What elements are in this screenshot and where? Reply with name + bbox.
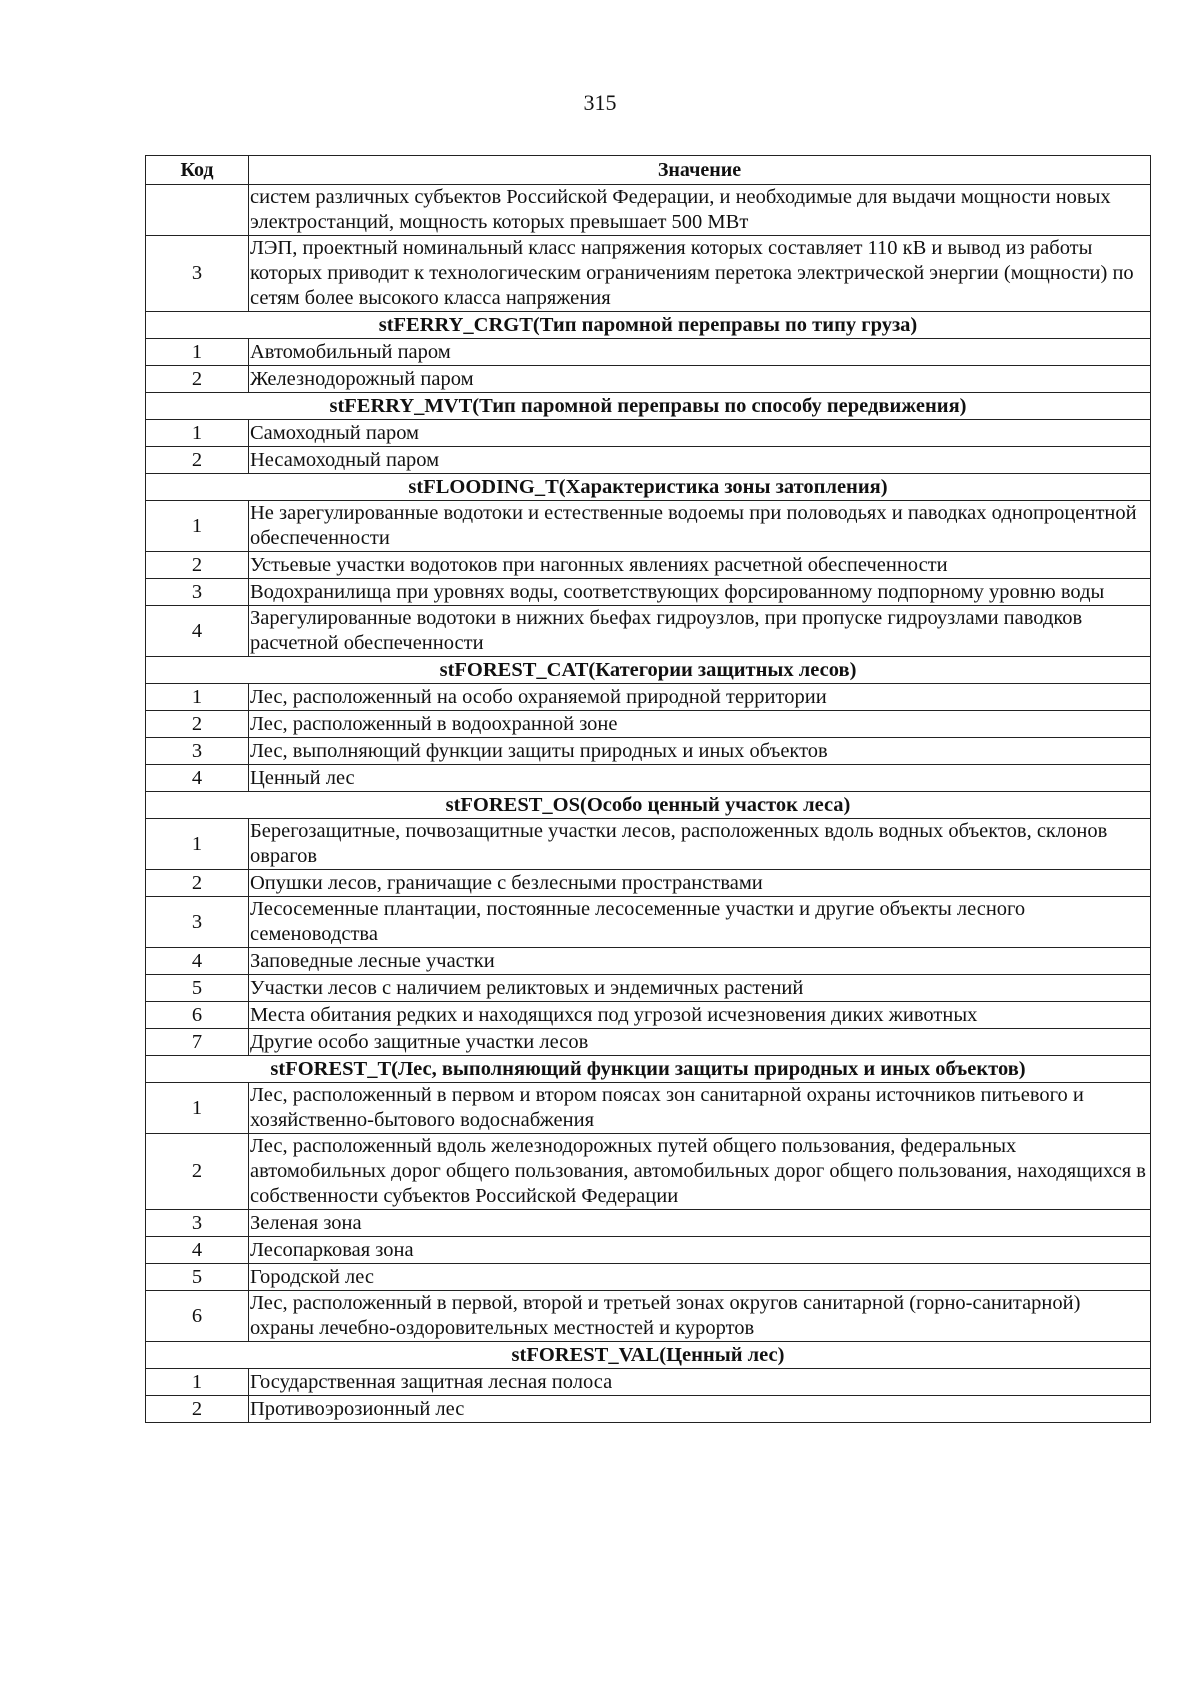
- value-cell: Водохранилища при уровнях воды, соответствующих форсированному подпорному уровню воды: [249, 579, 1151, 606]
- value-cell: Противоэрозионный лес: [249, 1396, 1151, 1423]
- code-cell: 1: [146, 420, 249, 447]
- code-cell: 3: [146, 897, 249, 948]
- code-cell: 1: [146, 501, 249, 552]
- value-cell: Лес, расположенный вдоль железнодорожных путей общего пользования, федеральных автомобильных дорог общего пользования, автомобильных дорог общего пользования, находящихся в собственности субъектов Российской Федерации: [249, 1134, 1151, 1210]
- value-cell: Лесосеменные плантации, постоянные лесосеменные участки и другие объекты лесного семеноводства: [249, 897, 1151, 948]
- code-cell: 2: [146, 552, 249, 579]
- code-cell: 6: [146, 1002, 249, 1029]
- section-title: stFOREST_VAL(Ценный лес): [146, 1342, 1151, 1369]
- table-row: [146, 1237, 1151, 1264]
- column-header-code: Код: [146, 156, 249, 185]
- code-cell: 5: [146, 1264, 249, 1291]
- table-row: [146, 185, 1151, 236]
- section-header-row: [146, 1342, 1151, 1369]
- table-row: [146, 738, 1151, 765]
- page-number: 315: [583, 90, 617, 115]
- table-row: [146, 339, 1151, 366]
- section-title: stFERRY_CRGT(Тип паромной переправы по типу груза): [146, 312, 1151, 339]
- value-cell: Автомобильный паром: [249, 339, 1151, 366]
- table-header-row: [146, 156, 1151, 185]
- code-cell: 2: [146, 711, 249, 738]
- section-header-row: [146, 312, 1151, 339]
- value-cell: Зеленая зона: [249, 1210, 1151, 1237]
- section-title: stFOREST_OS(Особо ценный участок леса): [146, 792, 1151, 819]
- code-cell: 3: [146, 1210, 249, 1237]
- value-cell: Ценный лес: [249, 765, 1151, 792]
- value-cell: ЛЭП, проектный номинальный класс напряжения которых составляет 110 кВ и вывод из работы которых приводит к технологическим ограничениям перетока электрической энергии (мощности) по сетям более высокого класса напряжения: [249, 236, 1151, 312]
- table-row: [146, 606, 1151, 657]
- classifier-table: [145, 155, 1151, 1423]
- table-row: [146, 948, 1151, 975]
- table-row: [146, 1083, 1151, 1134]
- value-cell: Лес, расположенный в водоохранной зоне: [249, 711, 1151, 738]
- section-title: stFERRY_MVT(Тип паромной переправы по способу передвижения): [146, 393, 1151, 420]
- code-cell: 2: [146, 1396, 249, 1423]
- value-cell: Лес, расположенный в первом и втором поясах зон санитарной охраны источников питьевого и хозяйственно-бытового водоснабжения: [249, 1083, 1151, 1134]
- code-cell: 4: [146, 765, 249, 792]
- table-row: [146, 711, 1151, 738]
- table-row: [146, 501, 1151, 552]
- code-cell: 1: [146, 1083, 249, 1134]
- table-row: [146, 366, 1151, 393]
- code-cell: 1: [146, 819, 249, 870]
- table-row: [146, 684, 1151, 711]
- value-cell: Несамоходный паром: [249, 447, 1151, 474]
- value-cell: Устьевые участки водотоков при нагонных явлениях расчетной обеспеченности: [249, 552, 1151, 579]
- table-row: [146, 447, 1151, 474]
- value-cell: Заповедные лесные участки: [249, 948, 1151, 975]
- code-cell: 3: [146, 236, 249, 312]
- section-header-row: [146, 393, 1151, 420]
- value-cell: Участки лесов с наличием реликтовых и эндемичных растений: [249, 975, 1151, 1002]
- code-cell: 5: [146, 975, 249, 1002]
- table-row: [146, 579, 1151, 606]
- code-cell: 2: [146, 366, 249, 393]
- table-row: [146, 420, 1151, 447]
- value-cell: Берегозащитные, почвозащитные участки лесов, расположенных вдоль водных объектов, склонов оврагов: [249, 819, 1151, 870]
- table-body: [146, 185, 1151, 1423]
- table-row: [146, 1134, 1151, 1210]
- table-row: [146, 1264, 1151, 1291]
- table-row: [146, 236, 1151, 312]
- code-cell: 6: [146, 1291, 249, 1342]
- column-header-value: Значение: [249, 156, 1151, 185]
- section-title: stFOREST_CAT(Категории защитных лесов): [146, 657, 1151, 684]
- table-row: [146, 975, 1151, 1002]
- code-cell: [146, 185, 249, 236]
- code-cell: 3: [146, 738, 249, 765]
- value-cell: Самоходный паром: [249, 420, 1151, 447]
- table-row: [146, 1002, 1151, 1029]
- section-header-row: [146, 1056, 1151, 1083]
- value-cell: Лес, расположенный в первой, второй и третьей зонах округов санитарной (горно-санитарной) охраны лечебно-оздоровительных местностей и курортов: [249, 1291, 1151, 1342]
- value-cell: Городской лес: [249, 1264, 1151, 1291]
- code-cell: 7: [146, 1029, 249, 1056]
- value-cell: Лес, расположенный на особо охраняемой природной территории: [249, 684, 1151, 711]
- code-cell: 2: [146, 870, 249, 897]
- table-row: [146, 1210, 1151, 1237]
- table-row: [146, 1396, 1151, 1423]
- code-cell: 4: [146, 1237, 249, 1264]
- table-row: [146, 897, 1151, 948]
- code-cell: 4: [146, 948, 249, 975]
- code-cell: 3: [146, 579, 249, 606]
- value-cell: Другие особо защитные участки лесов: [249, 1029, 1151, 1056]
- value-cell: Лес, выполняющий функции защиты природных и иных объектов: [249, 738, 1151, 765]
- section-title: stFOREST_T(Лес, выполняющий функции защиты природных и иных объектов): [146, 1056, 1151, 1083]
- value-cell: Государственная защитная лесная полоса: [249, 1369, 1151, 1396]
- code-cell: 2: [146, 447, 249, 474]
- code-cell: 1: [146, 339, 249, 366]
- value-cell: Железнодорожный паром: [249, 366, 1151, 393]
- section-header-row: [146, 792, 1151, 819]
- value-cell: Лесопарковая зона: [249, 1237, 1151, 1264]
- table-row: [146, 819, 1151, 870]
- value-cell: Опушки лесов, граничащие с безлесными пространствами: [249, 870, 1151, 897]
- table-row: [146, 1029, 1151, 1056]
- code-cell: 2: [146, 1134, 249, 1210]
- code-cell: 1: [146, 684, 249, 711]
- table-row: [146, 765, 1151, 792]
- value-cell: систем различных субъектов Российской Федерации, и необходимые для выдачи мощности новых электростанций, мощность которых превышает 500 МВт: [249, 185, 1151, 236]
- code-cell: 1: [146, 1369, 249, 1396]
- table-row: [146, 552, 1151, 579]
- table-row: [146, 1369, 1151, 1396]
- section-header-row: [146, 474, 1151, 501]
- code-cell: 4: [146, 606, 249, 657]
- value-cell: Зарегулированные водотоки в нижних бьефах гидроузлов, при пропуске гидроузлами паводков расчетной обеспеченности: [249, 606, 1151, 657]
- section-header-row: [146, 657, 1151, 684]
- section-title: stFLOODING_T(Характеристика зоны затопления): [146, 474, 1151, 501]
- value-cell: Не зарегулированные водотоки и естественные водоемы при половодьях и паводках однопроцентной обеспеченности: [249, 501, 1151, 552]
- table-row: [146, 1291, 1151, 1342]
- value-cell: Места обитания редких и находящихся под угрозой исчезновения диких животных: [249, 1002, 1151, 1029]
- table-row: [146, 870, 1151, 897]
